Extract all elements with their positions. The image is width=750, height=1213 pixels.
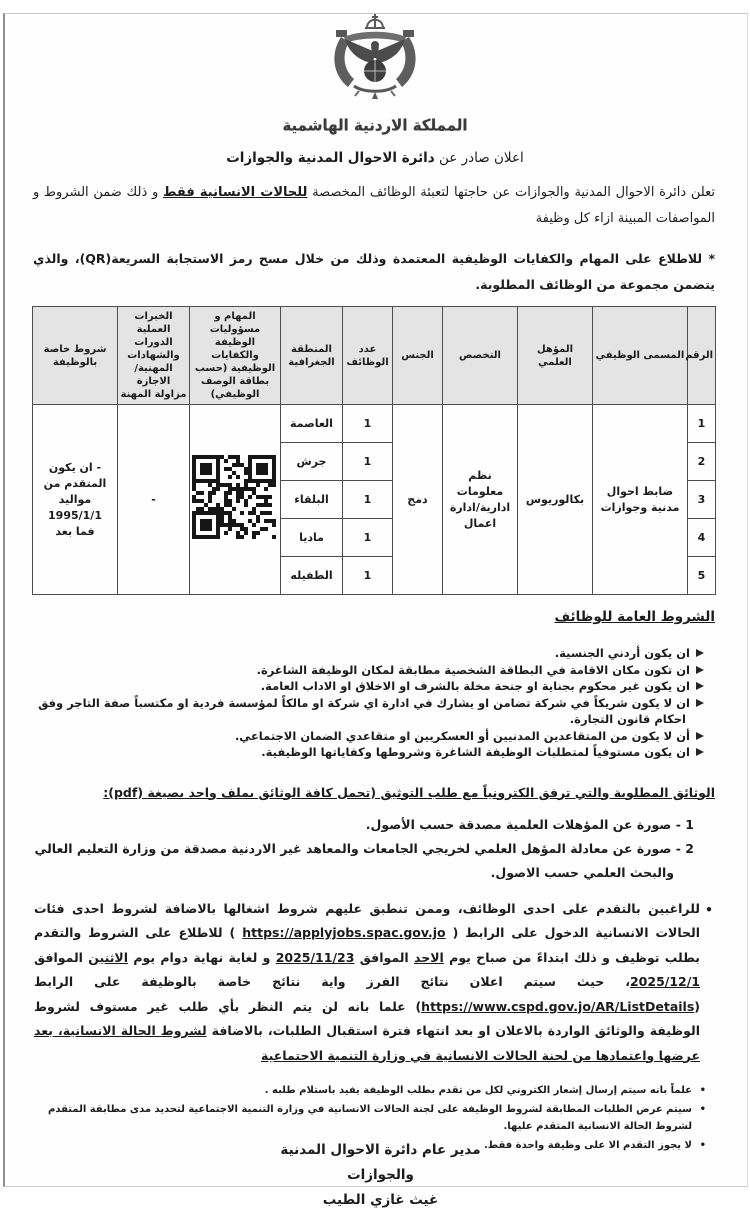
application-instructions-paragraph (34, 897, 713, 1069)
signature-name: غيث غازي الطيب (322, 1192, 439, 1208)
text-segment: للحالات الانسانية فقط (163, 185, 308, 200)
text-segment: 2025/12/1 (629, 974, 700, 989)
gender-cell: دمج (393, 405, 443, 595)
vacancy-count-cell: 1 (343, 519, 393, 557)
note-item (33, 1101, 706, 1136)
general-conditions-list (33, 645, 704, 761)
experience-cell: - (118, 405, 190, 595)
table-header-row (33, 307, 716, 405)
general-conditions-heading: الشروط العامة للوظائف (554, 609, 715, 625)
region-cell: البلقاء (281, 481, 343, 519)
application-text (34, 901, 700, 1063)
document-item: 1 - صورة عن المؤهلات العلمية مصدقة حسب الأصول. (365, 816, 694, 832)
condition-text: ان يكون أردني الجنسية. (554, 646, 690, 660)
condition-item (33, 695, 704, 728)
signature-block (278, 1138, 483, 1213)
note-text: سيتم عرض الطلبات المطابقة لشروط الوظيفة على لجنة الحالات الانسانية في وزارة التنمية الاجتماعية لتحديد مدى مطابقة المتقدم لشروط الحالة الانسانية المتقدم عليها. (47, 1103, 692, 1132)
arrow-bullet-icon (696, 748, 704, 756)
row-number: 4 (688, 519, 716, 557)
required-documents-heading: الوثائق المطلوبة والتي ترفق الكترونياً مع طلب التوثيق (تحمل كافة الوثائق بملف واحد بصيغة (pdf): (103, 784, 715, 800)
qr-note-paragraph: * للاطلاع على المهام والكفايات الوظيفية المعتمدة وذلك من خلال مسح رمز الاستجابة السريعة(QR)، والذي يتضمن مجموعة من الوظائف المطلوبة. (33, 251, 715, 292)
bullet-icon: • (699, 1103, 706, 1115)
row-number: 1 (688, 405, 716, 443)
col-header-special-conditions: شروط خاصة بالوظيفة (33, 307, 118, 405)
jordan-coat-of-arms-icon (321, 12, 429, 104)
kingdom-name-calligraphy: المملكة الاردنية الهاشمية (282, 115, 468, 135)
region-cell: العاصمة (281, 405, 343, 443)
col-header-job-title: المسمى الوظيفي (593, 307, 688, 405)
col-header-number: الرقم (688, 307, 716, 405)
condition-item (33, 645, 704, 662)
text-segment: https://www.cspd.gov.jo/AR/ListDetails (421, 998, 695, 1014)
text-segment: ) للاطلاع على الشروط والتقدم بطلب توظيف و ذلك ابتداءً من صباح يوم (34, 925, 701, 965)
condition-text: ان يكون مستوفياً لمتطلبات الوظيفة الشاغرة وشروطها وكفاياتها الوظيفية. (261, 745, 690, 759)
arrow-bullet-icon (696, 732, 704, 740)
job-title-cell: ضابط احوال مدنية وجوازات (593, 405, 688, 595)
col-header-specialization: التخصص (443, 307, 518, 405)
col-header-vacancy-count: عدد الوظائف (343, 307, 393, 405)
qr-code-icon (192, 455, 276, 539)
row-number: 2 (688, 443, 716, 481)
jobs-table (32, 306, 716, 595)
announcement-title (0, 150, 750, 166)
col-header-tasks: المهام و مسؤوليات الوظيفة والكفايات الوظيفية (حسب بطاقة الوصف الوظيفي) (190, 307, 281, 405)
note-item (33, 1082, 706, 1100)
tasks-qr-cell (190, 405, 281, 595)
text-segment: الموافق (34, 949, 89, 965)
col-header-gender: الجنس (393, 307, 443, 405)
bullet-icon: • (705, 901, 713, 917)
text-segment: اعلان صادر عن (434, 150, 524, 166)
text-segment: ، حيث سيتم اعلان نتائج الفرز واية نتائج خاصة بالوظيفة على الرابط ( (34, 974, 700, 1014)
emblem-wrap (315, 12, 435, 108)
vacancy-count-cell: 1 (343, 405, 393, 443)
qualification-cell: بكالوريوس (518, 405, 593, 595)
bullet-icon: • (699, 1139, 706, 1151)
col-header-qualification: المؤهل العلمي (518, 307, 593, 405)
vacancy-count-cell: 1 (343, 557, 393, 595)
signature-title: مدير عام دائرة الاحوال المدنية والجوازات (280, 1142, 481, 1183)
condition-item (33, 678, 704, 695)
announcement-page (0, 12, 750, 1208)
region-cell: جرش (281, 443, 343, 481)
row-number: 5 (688, 557, 716, 595)
arrow-bullet-icon (696, 666, 704, 674)
col-header-experience: الخبرات العملية الدورات والشهادات المهنية/الاجازة مزاولة المهنة (118, 307, 190, 405)
bullet-icon: • (699, 1085, 706, 1096)
arrow-bullet-icon (696, 699, 704, 707)
condition-item (33, 662, 704, 679)
condition-item (33, 728, 704, 745)
text-segment: 2025/11/23 (275, 949, 355, 965)
region-cell: الطفيله (281, 557, 343, 595)
text-segment: ) علما بانه لن يتم النظر بأي طلب غير مستوف لشروط الوظيفة والوثائق الواردة بالاعلان او بعد انتهاء فترة استقبال الطلبات، بالاضافة (34, 998, 700, 1038)
vacancy-count-cell: 1 (343, 481, 393, 519)
text-segment: و لغاية نهاية دوام يوم (128, 949, 276, 965)
text-segment: لشروط الحالة الانسانية، بعد عرضها واعتمادها من لجنة الحالات الانسانية في وزارة التنمية الاجتماعية (34, 1023, 700, 1063)
text-segment: الاحد (414, 949, 444, 965)
note-text: علماً بانه سيتم إرسال إشعار الكتروني لكل من تقدم بطلب الوظيفة يفيد باستلام طلبه . (264, 1085, 692, 1096)
vacancy-count-cell: 1 (343, 443, 393, 481)
special-conditions-cell: - ان يكون المتقدم من مواليد 1995/1/1 فما بعد (33, 405, 118, 595)
text-segment: https://applyjobs.spac.gov.jo (242, 925, 446, 940)
text-segment: للراغبين بالتقدم على احدى الوظائف، وممن تنطبق عليهم شروط اشغالها بالاضافة لشروط احدى فئات الحالات الانسانية الدخول على الرابط ( (34, 900, 701, 940)
region-cell: ماديا (281, 519, 343, 557)
text-segment: تعلن دائرة الاحوال المدنية والجوازات عن حاجتها لتعبئة الوظائف المخصصة (307, 185, 715, 200)
document-item: 2 - صورة عن معادلة المؤهل العلمي لخريجي الجامعات والمعاهد غير الاردنية مصدقة من وزارة التعليم العالي والبحث العلمي حسب الاصول. (34, 840, 694, 880)
condition-item (33, 744, 704, 761)
arrow-bullet-icon (696, 682, 704, 690)
condition-text: أن لا يكون من المتقاعدين المدنيين أو العسكريين او متقاعدي الضمان الاجتماعي. (234, 728, 690, 743)
text-segment: دائرة الاحوال المدنية والجوازات (226, 150, 435, 166)
specialization-cell: نظم معلومات ادارية/ادارة اعمال (443, 405, 518, 595)
condition-text: ان يكون غير محكوم بجناية او جنحة مخلة بالشرف او الاخلاق او الاداب العامة. (260, 679, 690, 693)
arrow-bullet-icon (696, 649, 704, 657)
table-row (33, 405, 716, 443)
required-documents-list (33, 813, 694, 885)
condition-text: ان تكون مكان الاقامة في البطاقة الشخصية مطابقة لمكان الوظيفة الشاغرة. (256, 662, 690, 677)
text-segment: الموافق (354, 949, 415, 965)
condition-text: ان لا يكون شريكاً في شركة تضامن او يشارك في ادارة اي شركة او مالكاً لمؤسسة فردية او مكتسباً صفة التاجر وفق احكام قانون التجارة. (38, 695, 690, 726)
intro-paragraph (33, 180, 715, 232)
text-segment: و ذلك ضمن الشروط و المواصفات المبينة ازاء كل وظيفة (33, 185, 715, 226)
row-number: 3 (688, 481, 716, 519)
col-header-region: المنطقة الجغرافية (281, 307, 343, 405)
text-segment: الاثنين (88, 949, 129, 965)
note-text: لا يجوز التقدم الا على وظيفة واحدة فقط. (483, 1139, 692, 1151)
